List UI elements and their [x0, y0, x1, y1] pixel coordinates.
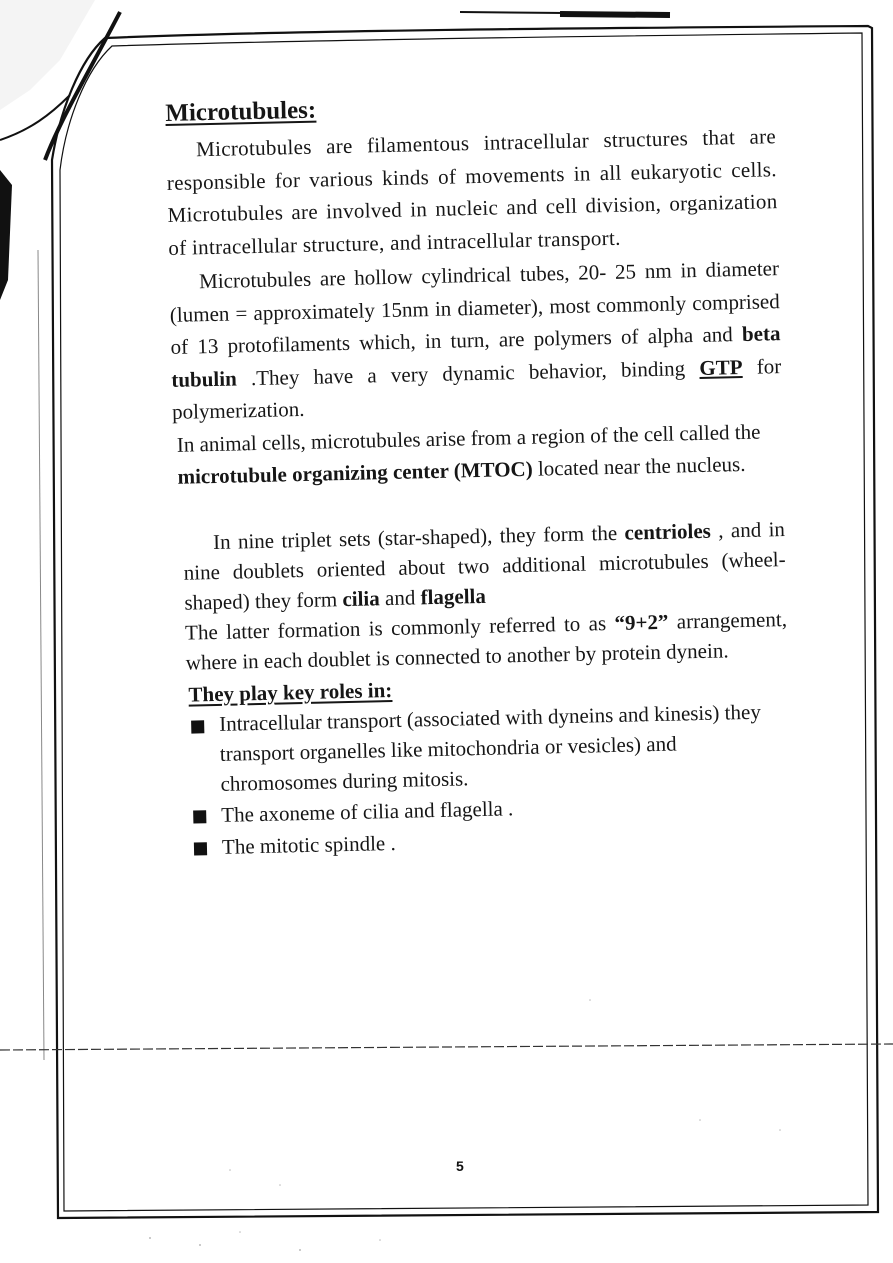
paragraph-nine-plus-two-text: arrangement, where in each doublet is connected to another by protein dynein. — [185, 606, 788, 675]
paragraph-mtoc-text: In animal cells, microtubules arise from a region of the cell called the — [176, 419, 761, 457]
term-nine-plus-two: “9+2” — [614, 609, 669, 635]
paragraph-structure-text: for polymerization. — [171, 353, 782, 424]
page-number: 5 — [456, 1158, 464, 1174]
paragraph-mtoc — [176, 415, 783, 494]
roles-heading: They play key roles in: — [188, 677, 393, 707]
list-item — [191, 696, 791, 800]
term-cilia: cilia — [342, 585, 380, 611]
paragraph-structure-text: .They have a very dynamic behavior, binding — [236, 355, 700, 390]
paragraph-nine-plus-two-text: The latter formation is commonly referred to as — [184, 610, 615, 645]
paragraph-structure-text: Microtubules are hollow cylindrical tubes, 20- 25 nm in diameter (lumen = approximately 15nm in diameter), most commonly comprised of 13 protofilaments which, in turn, are polymers of alpha and — [169, 256, 780, 359]
square-bullet-icon — [191, 720, 204, 733]
term-mtoc: microtubule organizing center (MTOC) — [177, 456, 533, 489]
paragraph-centrioles-text: , and in nine doublets oriented about two additional microtubules (wheel-shaped) they form — [183, 516, 786, 615]
term-centrioles: centrioles — [624, 518, 712, 545]
paragraph-mtoc-text: located near the nucleus. — [532, 451, 746, 481]
paragraph-centrioles-text: In nine triplet sets (star-shaped), they form the — [212, 520, 625, 554]
square-bullet-icon — [194, 842, 207, 855]
square-bullet-icon — [193, 810, 206, 823]
roles-list — [179, 696, 792, 864]
paragraph-centrioles — [183, 514, 787, 618]
paragraph-structure — [169, 252, 783, 428]
page-title: Microtubules: — [165, 96, 317, 127]
term-flagella: flagella — [420, 583, 487, 609]
paragraph-centrioles-text: and — [379, 584, 421, 610]
term-gtp: GTP — [699, 354, 743, 380]
page-content — [165, 86, 792, 863]
list-item-text: The mitotic spindle . — [221, 830, 396, 859]
term-beta-tubulin: beta tubulin — [171, 321, 781, 392]
list-item-text: Intracellular transport (associated with dyneins and kinesis) they transport organelles like mitochondria or vesicles) and chromosomes during mitosis. — [218, 699, 762, 796]
paragraph-definition: Microtubules are filamentous intracellular structures that are responsible for various kinds of movements in all eukaryotic cells. Microtubules are involved in nucleic and cell division, organization of intracellular structure, and intracellular transport. — [166, 124, 778, 260]
list-item-text: The axoneme of cilia and flagella . — [220, 795, 514, 827]
